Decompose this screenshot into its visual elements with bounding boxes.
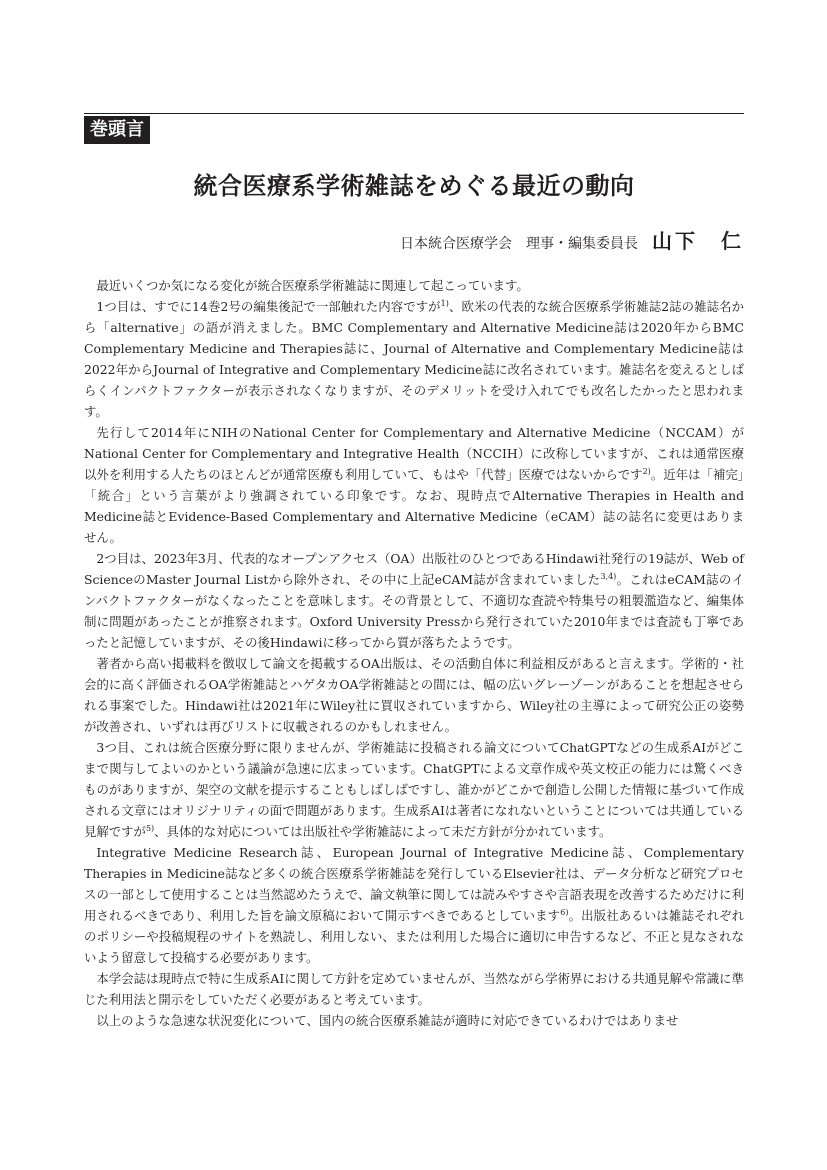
header-rule <box>84 113 744 114</box>
byline <box>84 227 744 258</box>
paragraph-text: 、具体的な対応については出版社や学術雑誌によって未だ方針が分かれています。 <box>154 824 612 839</box>
paragraph-text: 2つ目は、2023年3月、代表的なオープンアクセス（OA）出版社のひとつであるHindawi社発行の19誌が、Web of ScienceのMaster Journal Listから除外され、その中に上記eCAM誌が含まれていました <box>84 551 744 587</box>
body-paragraph <box>84 653 744 737</box>
paragraph-text: Integrative Medicine Research誌、European Journal of Integrative Medicine誌、Complementary Therapies in Medicine誌など多くの統合医療系学術雑誌を発行しているElsevier社は、データ分析など研究プロセスの一部として使用することは当然認めたうえで、論文執筆に関しては読みやすさや言語表現を改善するためだけに利用されるべきであり、利用した旨を論文原稿において開示すべきであるとしています <box>84 845 744 923</box>
paragraph-text: 3つ目、これは統合医療分野に限りませんが、学術雑誌に投稿される論文についてChatGPTなどの生成系AIがどこまで関与してよいのかという議論が急速に広まっています。ChatGPTによる文章作成や英文校正の能力には驚くべきものがありますが、架空の文献を提示することもしばしばですし、誰かがどこかで創造し公開した情報に基づいて作成される文章にはオリジナリティの面で問題があります。生成系AIは著者になれないということについては共通している見解ですが <box>84 740 744 839</box>
body-paragraph <box>84 422 744 548</box>
body-paragraph <box>84 968 744 1010</box>
author-affiliation: 日本統合医療学会 理事・編集委員長 <box>400 236 638 252</box>
body-paragraph <box>84 737 744 842</box>
paragraph-text: 本学会誌は現時点で特に生成系AIに関して方針を定めていませんが、当然ながら学術界における共通見解や常識に準じた利用法と開示をしていただく必要があると考えています。 <box>84 971 744 1007</box>
body-paragraph <box>84 296 744 422</box>
paragraph-text: 著者から高い掲載料を徴収して論文を掲載するOA出版は、その活動自体に利益相反があると言えます。学術的・社会的に高く評価されるOA学術雑誌とハゲタカOA学術雑誌との間には、幅の広いグレーゾーンがあることを想起させられる事案でした。Hindawi社は2021年にWiley社に買収されていますから、Wiley社の主導によって研究公正の姿勢が改善され、いずれは再びリストに収載されるのかもしれません。 <box>84 656 744 734</box>
section-badge: 巻頭言 <box>84 116 150 144</box>
paragraph-text: 先行して2014年にNIHのNational Center for Complementary and Alternative Medicine（NCCAM）がNational Center for Complementary and Integrative Health（NCCIH）に改称していますが、これは通常医療以外を利用する人たちのほとんどが通常医療も利用していて、もはや「代替」医療ではないからです <box>84 425 744 482</box>
reference-marker: 6) <box>560 908 569 917</box>
paragraph-text: 以上のような急速な状況変化について、国内の統合医療系雑誌が適時に対応できているわけではありませ <box>96 1013 679 1028</box>
paragraph-text: 最近いくつか気になる変化が統合医療系学術雑誌に関連して起こっています。 <box>96 278 529 293</box>
reference-marker: 5) <box>145 824 155 833</box>
paragraph-text: 。近年は「補完」「統合」という言葉がより強調されている印象です。なお、現時点でAlternative Therapies in Health and Medicine誌とEvidence-Based Complementary and Alternative Medicine（eCAM）誌の誌名に変更はありません。 <box>84 467 744 545</box>
body-paragraph <box>84 548 744 653</box>
reference-marker: 2) <box>642 467 651 476</box>
reference-marker: 1) <box>440 299 449 308</box>
paragraph-text: 。出版社あるいは雑誌それぞれのポリシーや投稿規程のサイトを熟読し、利用しない、または利用した場合に適切に申告するなど、不正と見なされないよう留意して投稿する必要があります。 <box>84 908 744 965</box>
body-paragraph <box>84 842 744 968</box>
paragraph-text: 1つ目は、すでに14巻2号の編集後記で一部触れた内容ですが <box>96 299 441 314</box>
article-title: 統合医療系学術雑誌をめぐる最近の動向 <box>193 171 635 200</box>
paragraph-text: 。これはeCAM誌のインパクトファクターがなくなったことを意味します。その背景として、不適切な査読や特集号の粗製濫造など、編集体制に問題があったことが推察されます。Oxford University Pressから発行されていた2010年までは査読も丁寧であったと記憶していますが、その後Hindawiに移ってから質が落ちたようです。 <box>84 572 744 650</box>
author-name: 山下 仁 <box>652 229 744 253</box>
article-body <box>84 275 744 1031</box>
reference-marker: 3,4) <box>600 572 617 581</box>
paragraph-text: 、欧米の代表的な統合医療系学術雑誌2誌の雑誌名から「alternative」の語が消えました。BMC Complementary and Alternative Medicine誌は2020年からBMC Complementary Medicine and Therapies誌に、Journal of Alternative and Complementary Medicine誌は2022年からJournal of Integrative and Complementary Medicine誌に改名されています。雑誌名を変えるとしばらくインパクトファクターが表示されなくなりますが、そのデメリットを受け入れてでも改名したかったと思われます。 <box>84 299 744 419</box>
body-paragraph <box>84 275 744 296</box>
body-paragraph <box>84 1010 744 1031</box>
